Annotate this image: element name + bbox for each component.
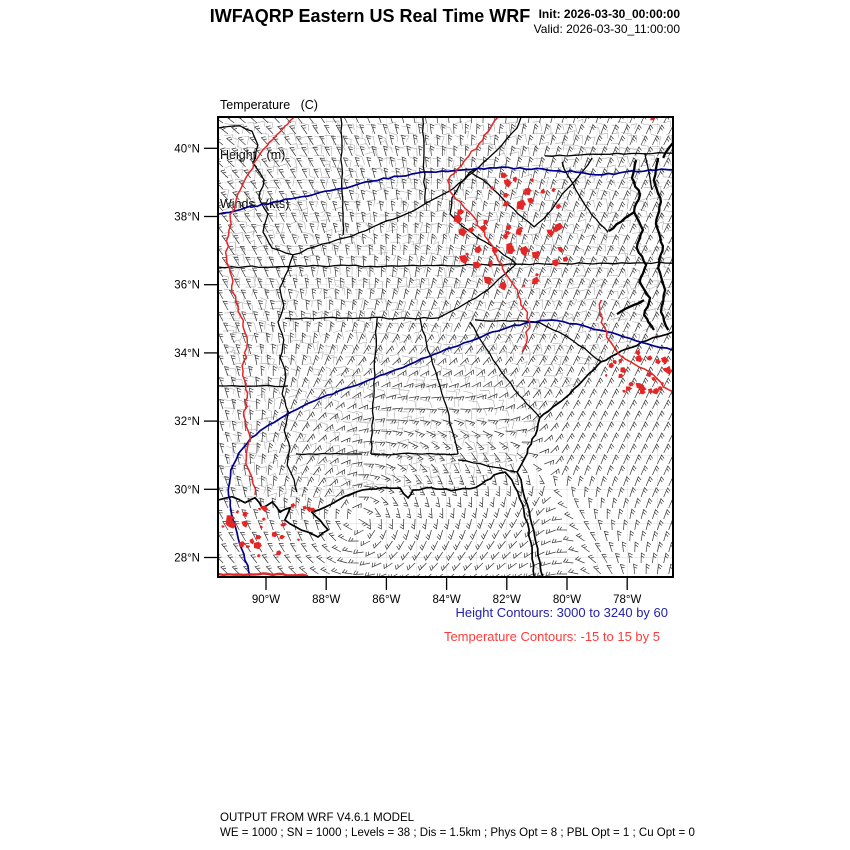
lat-tick-label: 32°N xyxy=(174,416,200,429)
lon-tick-label: 90°W xyxy=(251,594,281,606)
map-frame xyxy=(218,117,673,577)
temperature-contour-blobs xyxy=(222,115,673,557)
lat-tick-label: 40°N xyxy=(174,143,200,156)
lat-tick-label: 36°N xyxy=(174,279,200,292)
field-height: Height (m) xyxy=(220,147,286,162)
temperature-contour-bottom xyxy=(218,574,308,577)
graticule xyxy=(218,117,673,577)
lat-tick-label: 30°N xyxy=(174,484,200,497)
plot-title: IWFAQRP Eastern US Real Time WRF xyxy=(209,6,531,26)
init-time: Init: 2026-03-30_00:00:00 xyxy=(538,7,680,21)
lat-tick-label: 28°N xyxy=(174,552,200,565)
model-config-label: WE = 1000 ; SN = 1000 ; Levels = 38 ; Dis = 1.5km ; Phys Opt = 8 ; PBL Opt = 1 ; Cu Opt = 0 xyxy=(220,826,695,839)
model-footer xyxy=(220,811,695,840)
lat-tick-label: 34°N xyxy=(174,347,200,360)
field-winds: Winds (kts) xyxy=(220,197,290,211)
field-temperature: Temperature (C) xyxy=(220,98,318,112)
valid-time: Valid: 2026-03-30_11:00:00 xyxy=(533,22,680,36)
model-output-label: OUTPUT FROM WRF V4.6.1 MODEL xyxy=(220,812,415,824)
lon-tick-label: 84°W xyxy=(432,594,461,606)
lon-tick-label: 86°W xyxy=(372,594,401,606)
height-contour-legend: Height Contours: 3000 to 3240 by 60 xyxy=(455,605,668,620)
lon-tick-label: 88°W xyxy=(312,594,341,606)
lat-tick-label: 38°N xyxy=(174,211,200,224)
temperature-contour-legend: Temperature Contours: -15 to 15 by 5 xyxy=(443,629,660,644)
lon-tick-label: 78°W xyxy=(613,594,642,606)
lon-tick-label: 82°W xyxy=(492,594,521,606)
lon-tick-label: 80°W xyxy=(552,594,582,606)
